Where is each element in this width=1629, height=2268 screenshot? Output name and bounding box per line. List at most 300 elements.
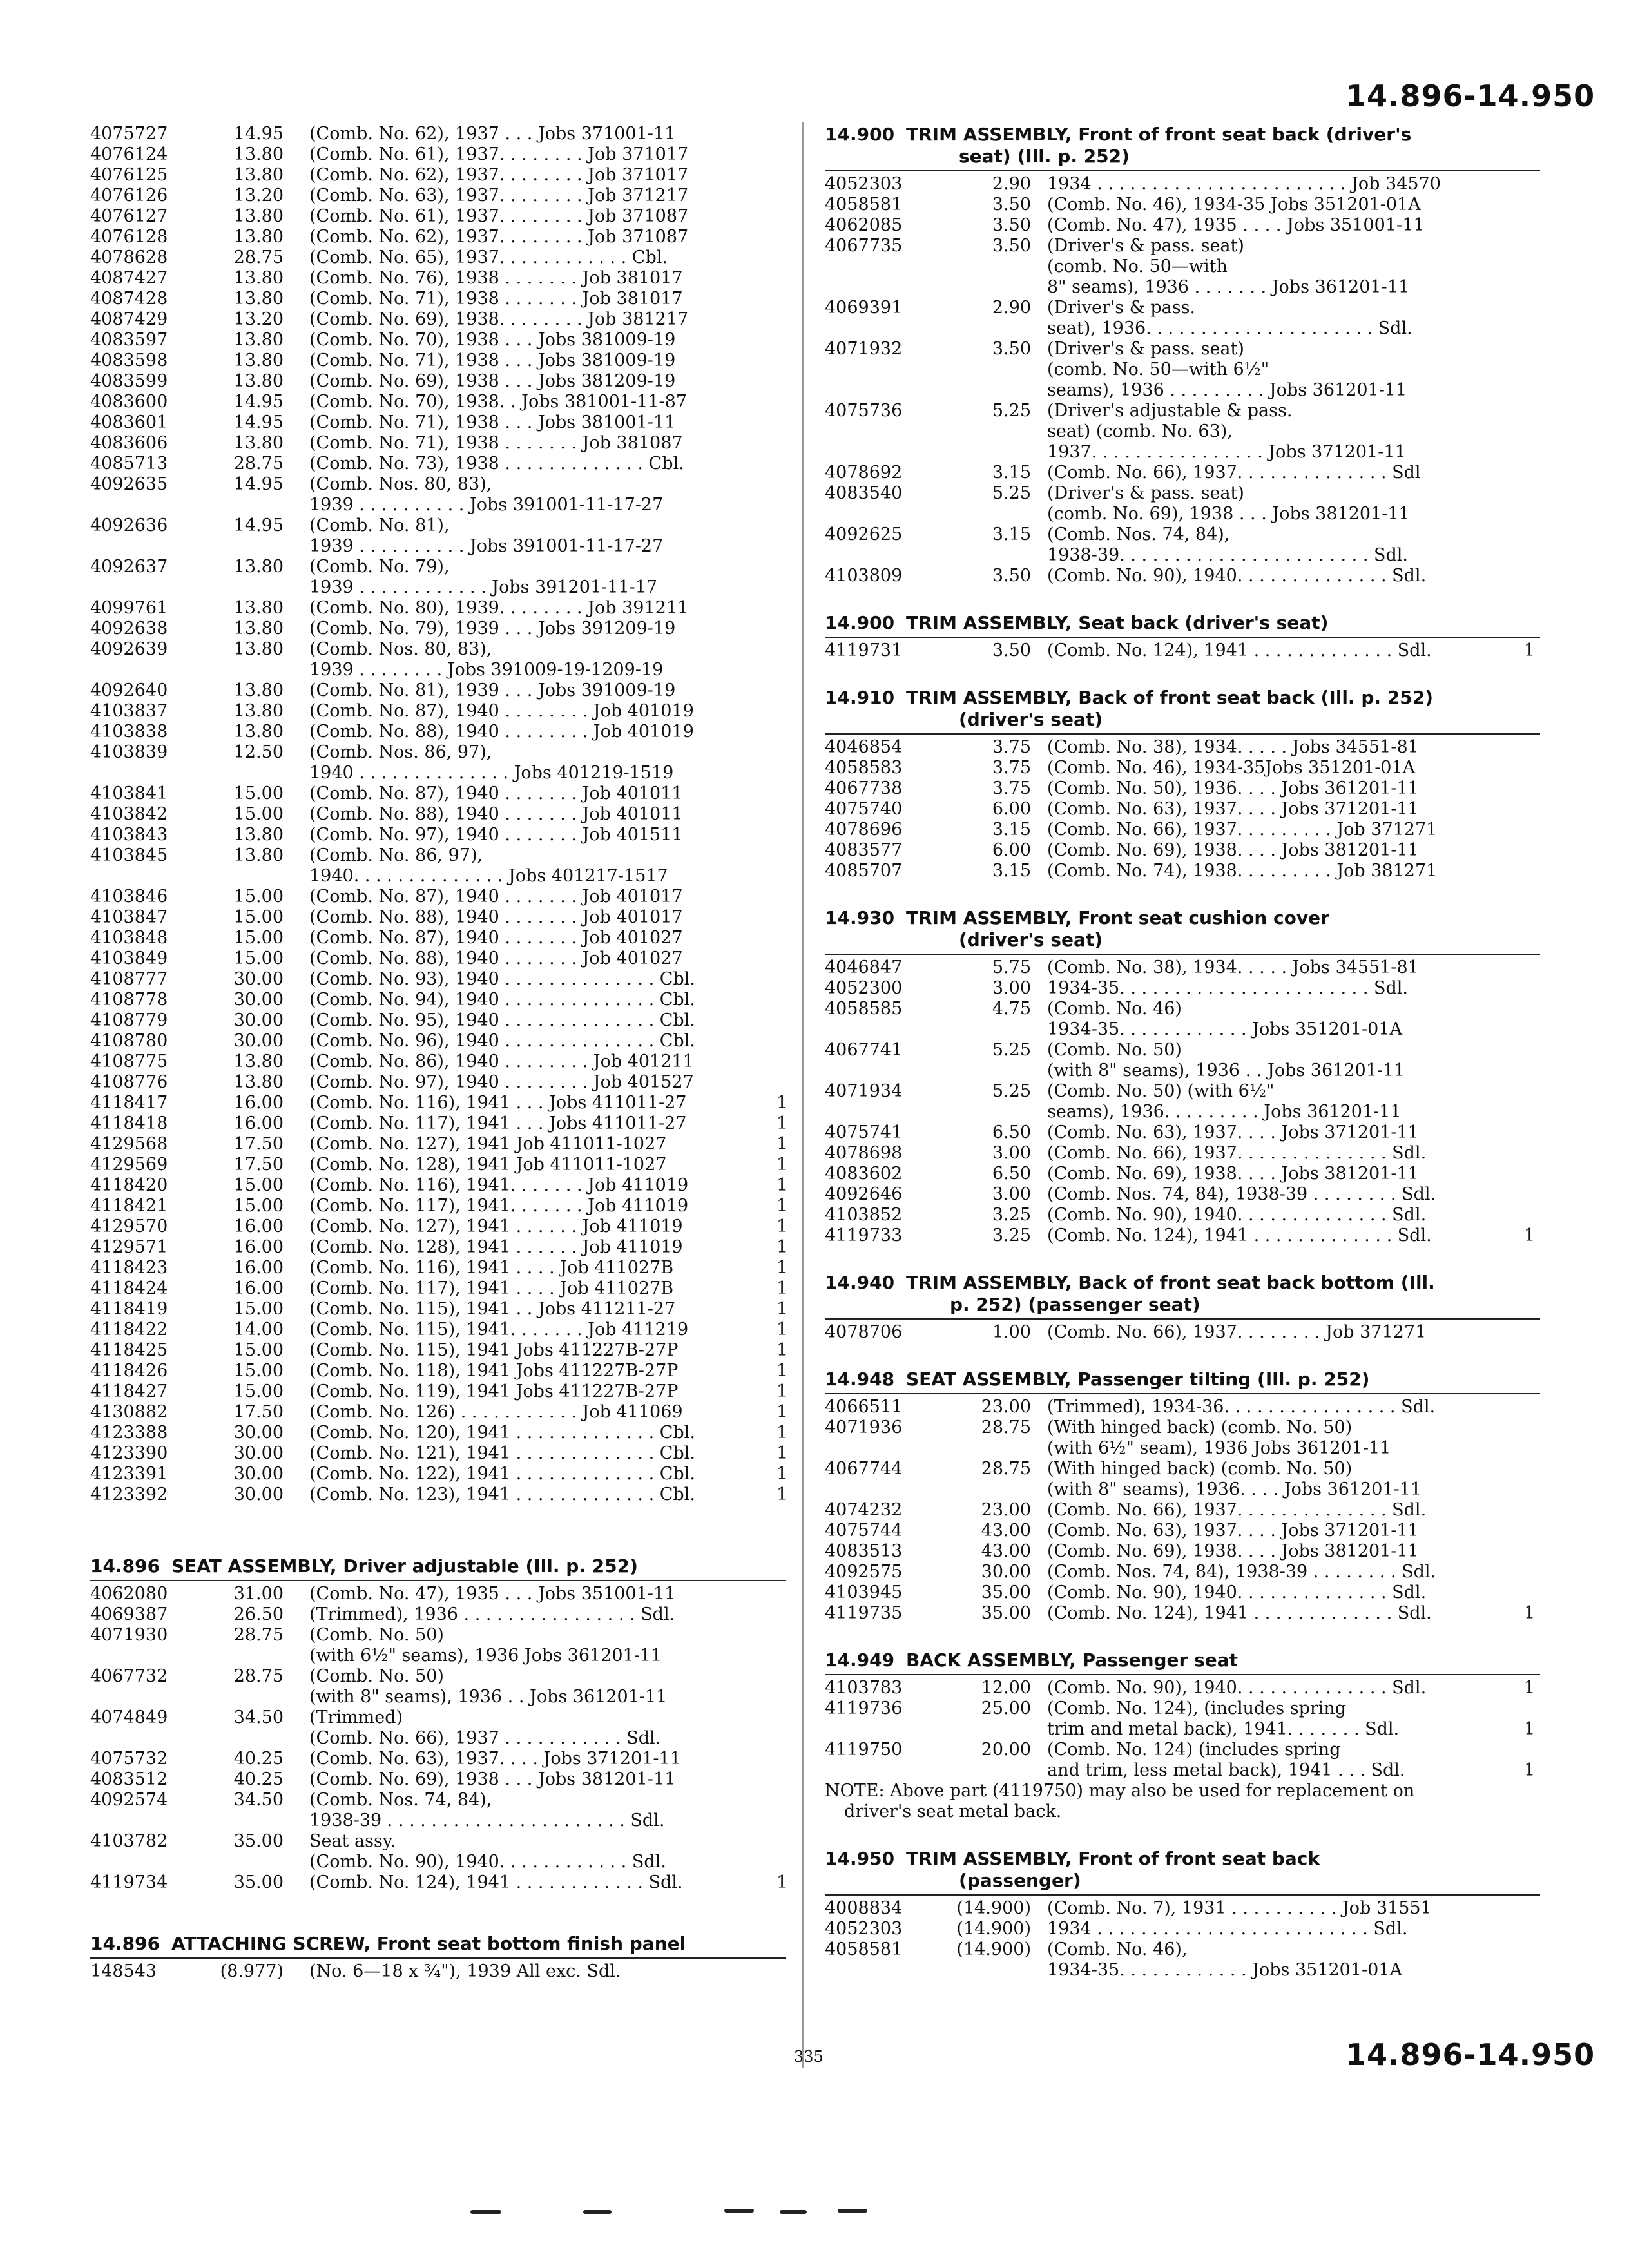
part-price: 3.50 [992, 339, 1031, 359]
section-number: 14.930 [825, 907, 895, 928]
part-number: 4083606 [90, 433, 168, 453]
part-description: (Comb. No. 71), 1938 . . . . . . . Job 381017 [309, 289, 683, 309]
part-row [825, 174, 1540, 195]
part-number: 4103783 [825, 1678, 903, 1698]
part-description: (Comb. No. 50) [309, 1666, 444, 1686]
part-description: (Comb. No. 115), 1941 . . Jobs 411211-27 [309, 1299, 676, 1319]
part-row [90, 1237, 786, 1258]
part-price: 30.00 [233, 990, 284, 1010]
quantity: 1 [776, 1361, 788, 1381]
part-description: and trim, less metal back), 1941 . . . Sdl. [1047, 1760, 1405, 1780]
part-price: 17.50 [233, 1402, 284, 1422]
part-price: 6.50 [992, 1122, 1031, 1142]
part-price: 30.00 [233, 1031, 284, 1051]
part-price: 16.00 [233, 1093, 284, 1113]
part-number: 4062085 [825, 215, 903, 235]
part-row [825, 840, 1540, 861]
part-row [90, 1278, 786, 1299]
part-description: (Comb. No. 62), 1937. . . . . . . . Job 371017 [309, 165, 689, 185]
section-rule [90, 1957, 786, 1959]
part-number: 4058581 [825, 1939, 903, 1959]
catalog-section [825, 1649, 1540, 1781]
part-number: 4118425 [90, 1340, 168, 1360]
part-description: (Comb. No. 74), 1938. . . . . . . . . Job 381271 [1047, 861, 1438, 881]
part-number: 4074232 [825, 1500, 903, 1520]
part-price: 13.20 [233, 309, 284, 329]
part-row [825, 463, 1540, 483]
part-row [90, 887, 786, 907]
part-row [825, 1698, 1540, 1719]
part-description: (comb. No. 50—with 6½" [1047, 360, 1269, 380]
part-price: 1.00 [992, 1322, 1031, 1342]
scan-mark [838, 2209, 867, 2213]
part-row-continuation [825, 1061, 1540, 1081]
part-row-continuation [90, 1811, 786, 1831]
part-price: 3.75 [992, 737, 1031, 757]
part-number: 4078692 [825, 463, 903, 483]
part-description: 1939 . . . . . . . . . . Jobs 391001-11-17-27 [309, 536, 664, 556]
part-description: (Comb. No. 124), (includes spring [1047, 1698, 1347, 1718]
part-number: 4108775 [90, 1052, 168, 1072]
part-number: 4046847 [825, 957, 903, 977]
part-number: 4076124 [90, 144, 168, 164]
part-row [90, 165, 786, 186]
part-row [90, 701, 786, 722]
quantity: 1 [776, 1299, 788, 1319]
part-number: 4087429 [90, 309, 168, 329]
section-heading [825, 124, 1540, 168]
part-price: 30.00 [233, 1464, 284, 1484]
part-row [825, 1164, 1540, 1184]
part-row [90, 186, 786, 206]
section-number: 14.948 [825, 1369, 895, 1390]
part-description: (Comb. No. 71), 1938 . . . Jobs 381001-11 [309, 412, 676, 432]
part-description: (Comb. No. 124) (includes spring [1047, 1740, 1341, 1760]
part-description: (comb. No. 69), 1938 . . . Jobs 381201-11 [1047, 504, 1410, 524]
part-description: (Comb. No. 69), 1938 . . . Jobs 381209-19 [309, 371, 676, 391]
section-rule [825, 1674, 1540, 1675]
part-price: 5.75 [992, 957, 1031, 977]
part-price: 3.25 [992, 1205, 1031, 1225]
part-number: 4076128 [90, 227, 168, 247]
part-row-continuation [90, 660, 786, 680]
part-row-continuation [825, 1102, 1540, 1122]
part-number: 4078706 [825, 1322, 903, 1342]
part-description: (Comb. No. 123), 1941 . . . . . . . . . . . . . Cbl. [309, 1485, 695, 1504]
part-number: 4075727 [90, 124, 168, 144]
part-number: 4071932 [825, 339, 903, 359]
part-number: 4108779 [90, 1010, 168, 1030]
quantity: 1 [1524, 640, 1536, 660]
part-description: (Comb. No. 63), 1937. . . . . . . . Job 371217 [309, 186, 689, 206]
section-title: 14.900 TRIM ASSEMBLY, Seat back (driver's seat) [825, 612, 1329, 633]
part-description: (Comb. No. 116), 1941 . . . Jobs 411011-27 [309, 1093, 687, 1113]
section-title: 14.900 TRIM ASSEMBLY, Front of front seat back (driver's [825, 124, 1412, 145]
part-price: 13.80 [233, 722, 284, 742]
quantity: 1 [776, 1093, 788, 1113]
part-row [90, 1381, 786, 1402]
part-row-continuation [825, 1760, 1540, 1781]
part-price: 28.75 [233, 247, 284, 267]
part-description: (Comb. No. 81), 1939 . . . Jobs 391009-19 [309, 680, 676, 700]
part-price: 3.75 [992, 778, 1031, 798]
part-price: (14.900) [956, 1919, 1031, 1939]
scan-mark [470, 2210, 501, 2214]
part-row [90, 1769, 786, 1790]
part-row [825, 1500, 1540, 1521]
quantity: 1 [776, 1872, 788, 1892]
part-price: 13.80 [233, 619, 284, 639]
part-price: 43.00 [981, 1541, 1031, 1561]
part-number: 4092638 [90, 619, 168, 639]
part-description: (Comb. No. 87), 1940 . . . . . . . . Job 401019 [309, 701, 694, 721]
part-description: (Comb. No. 71), 1938 . . . Jobs 381009-19 [309, 351, 676, 370]
part-price: 17.50 [233, 1155, 284, 1175]
part-row [90, 1361, 786, 1381]
part-row-continuation [825, 360, 1540, 380]
part-price: 16.00 [233, 1216, 284, 1236]
part-number: 4078696 [825, 820, 903, 840]
part-number: 4103809 [825, 566, 903, 586]
part-number: 4103843 [90, 825, 168, 845]
part-description: (Comb. No. 50) [309, 1625, 444, 1645]
part-row [90, 1093, 786, 1113]
part-row [90, 206, 786, 227]
part-row [90, 557, 786, 577]
part-row [90, 619, 786, 639]
scan-mark [724, 2209, 754, 2213]
quantity: 1 [776, 1155, 788, 1175]
part-number: 4076125 [90, 165, 168, 185]
part-number: 4103837 [90, 701, 168, 721]
part-price: 15.00 [233, 1175, 284, 1195]
section-rule [825, 1393, 1540, 1394]
quantity: 1 [776, 1134, 788, 1154]
part-row [90, 825, 786, 845]
section-title-continuation: seat) (Ill. p. 252) [959, 146, 1130, 167]
part-row-continuation [825, 1719, 1540, 1740]
part-description: 1934-35. . . . . . . . . . . . . . . . . . . . . . . Sdl. [1047, 978, 1408, 998]
part-description: (Comb. No. 124), 1941 . . . . . . . . . . . . Sdl. [309, 1872, 683, 1892]
part-row [90, 1666, 786, 1687]
part-number: 4092574 [90, 1790, 168, 1810]
part-number: 4085713 [90, 454, 168, 474]
section-rule [825, 170, 1540, 171]
part-number: 4103838 [90, 722, 168, 742]
part-price: 6.50 [992, 1164, 1031, 1184]
part-row [90, 515, 786, 536]
section-rule [825, 733, 1540, 735]
part-row-continuation [90, 1687, 786, 1707]
quantity: 1 [1524, 1225, 1536, 1245]
part-price: 34.50 [233, 1790, 284, 1810]
part-row [90, 990, 786, 1010]
part-number: 4067735 [825, 236, 903, 256]
quantity: 1 [776, 1237, 788, 1257]
part-number: 4083513 [825, 1541, 903, 1561]
section-heading [825, 1848, 1540, 1892]
part-row-continuation [825, 1019, 1540, 1040]
part-number: 4108776 [90, 1072, 168, 1092]
part-number: 4066511 [825, 1397, 903, 1417]
part-row [90, 1134, 786, 1155]
part-row [90, 1604, 786, 1625]
part-description: (with 6½" seams), 1936 Jobs 361201-11 [309, 1646, 662, 1666]
part-row [90, 268, 786, 289]
part-row [90, 1320, 786, 1340]
part-description: (Comb. No. 90), 1940. . . . . . . . . . . . . . Sdl. [1047, 566, 1427, 586]
part-price: 6.00 [992, 799, 1031, 819]
part-row [90, 1872, 786, 1893]
part-row-continuation [825, 380, 1540, 401]
quantity: 1 [776, 1464, 788, 1484]
part-price: 5.25 [992, 483, 1031, 503]
part-row-continuation [825, 1438, 1540, 1459]
part-description: (Comb. No. 116), 1941 . . . . Job 411027B [309, 1258, 674, 1278]
part-row-continuation [90, 866, 786, 887]
part-description: seams), 1936 . . . . . . . . . Jobs 361201-11 [1047, 380, 1407, 400]
part-number: 4129568 [90, 1134, 168, 1154]
part-row [825, 640, 1540, 661]
part-number: 4108777 [90, 969, 168, 989]
part-row [90, 1175, 786, 1196]
part-price: 30.00 [233, 969, 284, 989]
part-row [825, 820, 1540, 840]
section-number: 14.950 [825, 1848, 895, 1869]
note-line: NOTE: Above part (4119750) may also be used for replacement on [825, 1781, 1415, 1801]
part-price: 35.00 [981, 1603, 1031, 1623]
part-row-continuation [90, 536, 786, 557]
part-description: (Comb. No. 128), 1941 . . . . . . Job 411019 [309, 1237, 683, 1257]
section-title: 14.950 TRIM ASSEMBLY, Front of front seat back [825, 1848, 1320, 1869]
part-description: (Comb. No. 47), 1935 . . . Jobs 351001-11 [309, 1584, 676, 1604]
part-number: 4108780 [90, 1031, 168, 1051]
part-number: 4075740 [825, 799, 903, 819]
catalog-section [90, 1555, 786, 1893]
part-price: 15.00 [233, 887, 284, 907]
part-price: 13.80 [233, 268, 284, 288]
part-description: (Comb. No. 46) [1047, 999, 1182, 1019]
part-row [90, 227, 786, 247]
part-price: 5.25 [992, 1081, 1031, 1101]
part-number: 4092646 [825, 1184, 903, 1204]
part-price: (14.900) [956, 1898, 1031, 1918]
part-number: 4118419 [90, 1299, 168, 1319]
part-row [90, 722, 786, 742]
part-description: (Comb. No. 61), 1937. . . . . . . . Job 371017 [309, 144, 689, 164]
part-row [825, 401, 1540, 421]
section-heading [90, 1933, 786, 1955]
quantity: 1 [776, 1320, 788, 1340]
part-description: (Comb. No. 69), 1938. . . . Jobs 381201-11 [1047, 1164, 1419, 1184]
part-description: (Comb. No. 79), 1939 . . . Jobs 391209-19 [309, 619, 676, 639]
part-row [825, 1205, 1540, 1225]
part-number: 4129570 [90, 1216, 168, 1236]
part-row [90, 969, 786, 990]
part-number: 4083600 [90, 392, 168, 412]
part-description: (Comb. No. 97), 1940 . . . . . . . Job 401511 [309, 825, 683, 845]
part-row [90, 907, 786, 928]
part-number: 4119735 [825, 1603, 903, 1623]
part-row [90, 639, 786, 660]
part-number: 4123388 [90, 1423, 168, 1443]
section-rule [825, 954, 1540, 955]
part-row [90, 1961, 786, 1982]
part-row [90, 351, 786, 371]
part-row [825, 1678, 1540, 1698]
part-price: 30.00 [233, 1010, 284, 1030]
part-row [90, 1831, 786, 1852]
part-row-continuation [90, 1728, 786, 1749]
part-description: (Comb. No. 73), 1938 . . . . . . . . . . . . . Cbl. [309, 454, 684, 474]
part-price: 28.75 [233, 1625, 284, 1645]
catalog-section [90, 1933, 786, 1982]
catalog-section [825, 1272, 1540, 1343]
part-row [825, 799, 1540, 820]
part-price: 13.80 [233, 557, 284, 577]
part-description: (Comb. No. 87), 1940 . . . . . . . Job 401017 [309, 887, 683, 907]
part-price: 34.50 [233, 1707, 284, 1727]
part-price: 14.95 [233, 412, 284, 432]
part-row-continuation [825, 1960, 1540, 1981]
part-description: (Comb. Nos. 86, 97), [309, 742, 492, 762]
part-number: 4092636 [90, 515, 168, 535]
part-row [90, 412, 786, 433]
part-description: (Comb. No. 88), 1940 . . . . . . . Job 401011 [309, 804, 683, 824]
part-description: (with 6½" seam), 1936 Jobs 361201-11 [1047, 1438, 1391, 1458]
part-price: 13.80 [233, 206, 284, 226]
part-price: 28.75 [233, 454, 284, 474]
part-price: 15.00 [233, 928, 284, 948]
part-price: 30.00 [981, 1562, 1031, 1582]
part-number: 4067744 [825, 1459, 903, 1479]
page-range-bottom: 14.896-14.950 [1345, 2037, 1595, 2072]
part-price: 15.00 [233, 907, 284, 927]
part-description: seat) (comb. No. 63), [1047, 421, 1233, 441]
part-description: 1939 . . . . . . . . . . Jobs 391001-11-17-27 [309, 495, 664, 515]
part-description: (Comb. No. 127), 1941 . . . . . . Job 411019 [309, 1216, 683, 1236]
part-row [825, 1603, 1540, 1624]
part-price: 12.00 [981, 1678, 1031, 1698]
part-number: 4069387 [90, 1604, 168, 1624]
part-row-continuation [825, 1479, 1540, 1500]
part-price: 15.00 [233, 1340, 284, 1360]
part-description: (Comb. No. 120), 1941 . . . . . . . . . . . . . Cbl. [309, 1423, 695, 1443]
catalog-section [825, 1848, 1540, 1981]
part-number: 4087427 [90, 268, 168, 288]
part-row [90, 1155, 786, 1175]
part-description: (Comb. No. 50), 1936. . . . Jobs 361201-11 [1047, 778, 1419, 798]
part-price: 3.50 [992, 236, 1031, 256]
part-price: 3.00 [992, 1184, 1031, 1204]
part-number: 4092575 [825, 1562, 903, 1582]
part-row [825, 1397, 1540, 1418]
right-column [825, 124, 1540, 1981]
note [825, 1781, 1540, 1822]
part-description: (Comb. No. 119), 1941 Jobs 411227B-27P [309, 1381, 679, 1401]
part-number: 4118424 [90, 1278, 168, 1298]
part-row [825, 737, 1540, 758]
part-number: 4092640 [90, 680, 168, 700]
quantity: 1 [1524, 1678, 1536, 1698]
quantity: 1 [776, 1485, 788, 1504]
section-number: 14.900 [825, 612, 895, 633]
section-rule [825, 1318, 1540, 1320]
note-line: driver's seat metal back. [844, 1802, 1062, 1821]
part-number: 4083512 [90, 1769, 168, 1789]
part-row [825, 1898, 1540, 1919]
part-row-continuation [90, 1646, 786, 1666]
part-row [90, 1423, 786, 1443]
part-number: 4083577 [825, 840, 903, 860]
part-price: 14.95 [233, 124, 284, 144]
part-price: 3.15 [992, 524, 1031, 544]
part-price: 13.80 [233, 433, 284, 453]
part-number: 4071934 [825, 1081, 903, 1101]
part-row [90, 1340, 786, 1361]
part-price: 31.00 [233, 1584, 284, 1604]
part-row [90, 1072, 786, 1093]
part-price: 40.25 [233, 1769, 284, 1789]
part-description: (Comb. No. 94), 1940 . . . . . . . . . . . . . . Cbl. [309, 990, 695, 1010]
catalog-section [825, 687, 1540, 881]
part-description: (Comb. No. 47), 1935 . . . . Jobs 351001-11 [1047, 215, 1425, 235]
part-row [825, 195, 1540, 215]
part-row [90, 783, 786, 804]
part-description: 1934 . . . . . . . . . . . . . . . . . . . . . . . Job 34570 [1047, 174, 1441, 194]
part-price: 13.80 [233, 680, 284, 700]
section-title-continuation: (driver's seat) [959, 929, 1103, 950]
part-price: 13.80 [233, 144, 284, 164]
part-price: 28.75 [981, 1418, 1031, 1437]
part-description: 1939 . . . . . . . . Jobs 391009-19-1209-19 [309, 660, 664, 680]
part-description: (Comb. No. 116), 1941. . . . . . . Job 411019 [309, 1175, 689, 1195]
part-number: 4119750 [825, 1740, 903, 1760]
section-rule [90, 1580, 786, 1581]
section-title: 14.910 TRIM ASSEMBLY, Back of front seat back (Ill. p. 252) [825, 687, 1433, 708]
part-price: 23.00 [981, 1397, 1031, 1417]
part-description: 1934-35. . . . . . . . . . . . Jobs 351201-01A [1047, 1019, 1403, 1039]
part-price: 17.50 [233, 1134, 284, 1154]
part-row [90, 598, 786, 619]
part-description: (Comb. No. 90), 1940. . . . . . . . . . . . . . Sdl. [1047, 1678, 1427, 1698]
part-price: 14.95 [233, 392, 284, 412]
part-price: 40.25 [233, 1749, 284, 1769]
part-price: 3.15 [992, 861, 1031, 881]
part-description: (Comb. No. 86, 97), [309, 845, 483, 865]
part-row [90, 289, 786, 309]
section-title: 14.930 TRIM ASSEMBLY, Front seat cushion cover [825, 907, 1329, 928]
part-number: 4119734 [90, 1872, 168, 1892]
part-row [90, 928, 786, 948]
part-price: 30.00 [233, 1485, 284, 1504]
part-row [825, 778, 1540, 799]
part-description: (Comb. No. 88), 1940 . . . . . . . . Job 401019 [309, 722, 694, 742]
part-number: 4099761 [90, 598, 168, 618]
part-description: (Comb. No. 70), 1938 . . . Jobs 381009-19 [309, 330, 676, 350]
part-description: 1938-39 . . . . . . . . . . . . . . . . . . . . . . Sdl. [309, 1811, 665, 1831]
part-number: 4119733 [825, 1225, 903, 1245]
part-description: (Comb. No. 46), 1934-35Jobs 351201-01A [1047, 758, 1416, 778]
quantity: 1 [776, 1381, 788, 1401]
section-heading [825, 1369, 1540, 1390]
quantity: 1 [776, 1423, 788, 1443]
part-row [825, 1322, 1540, 1343]
part-number: 4103782 [90, 1831, 168, 1851]
part-row [825, 957, 1540, 978]
part-description: (Comb. No. 66), 1937. . . . . . . . . . . . . . Sdl [1047, 463, 1421, 483]
part-row [825, 861, 1540, 881]
